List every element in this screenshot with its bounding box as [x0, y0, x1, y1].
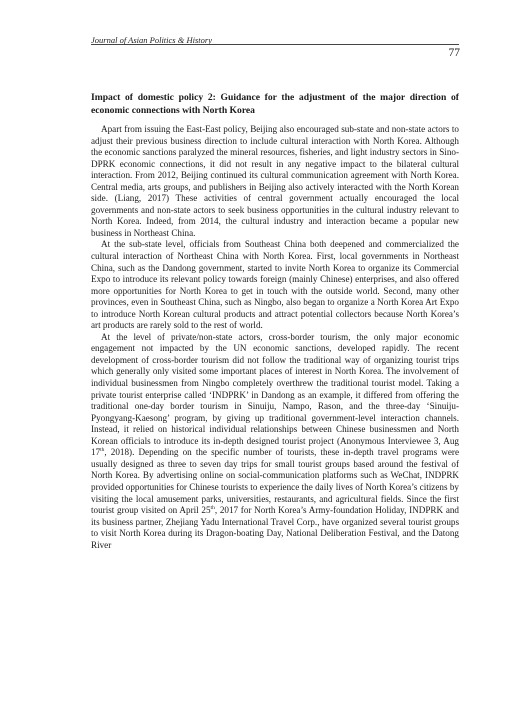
ordinal-superscript: th	[100, 447, 105, 454]
section-heading: Impact of domestic policy 2: Guidance for the adjustment of the major direction of economic connections with North Korea	[91, 92, 459, 116]
paragraph-text-part: , 2017 for North Korea’s Army-foundation Holiday, INDPRK and its business partner, Zhejiang Yadu International Travel Corp., have organized several tourist groups to visit North Korea during its Dragon-boating Day, National Deliberation Festival, and the Datong River	[91, 505, 459, 550]
header-rule	[91, 44, 459, 45]
paragraph-text-part: , 2018). Depending on the specific number of tourists, these in-depth travel programs were usually designed as three to seven day trips for small tourist groups based around the festival of North Korea. By advertising online on social-communication platforms such as WeChat, INDPRK provided opportunities for Chinese tourists to experience the daily lives of North Korea’s citizens by visiting the local amusement parks, universities, restaurants, and agricultural fields. Since the first tourist group visited on April 25	[91, 447, 459, 516]
paragraph-cross-border-tourism	[91, 332, 459, 551]
paragraph-cultural-interaction: Apart from issuing the East-East policy, Beijing also encouraged sub-state and non-state actors to adjust their previous business direction to include cultural interaction with North Korea. Although the economic sanctions paralyzed the mineral resources, fisheries, and light industry sectors in Sino-DPRK economic connections, it did not result in any negative impact to the bilateral cultural interaction. From 2012, Beijing continued its cultural communication agreement with North Korea. Central media, arts groups, and publishers in Beijing also actively interacted with the North Korean side. (Liang, 2017) These activities of central government actually encouraged the local governments and non-state actors to seek business opportunities in the cultural industry relevant to North Korea. Indeed, from 2014, the cultural industry and interaction became a popular new business in Northeast China.	[91, 124, 459, 238]
page-number: 77	[448, 47, 460, 59]
article-body	[91, 124, 459, 551]
ordinal-superscript: th	[210, 505, 215, 511]
running-head-journal-title: Journal of Asian Politics & History	[91, 35, 212, 45]
paragraph-sub-state-level: At the sub-state level, officials from Southeast China both deepened and commercialized the cultural interaction of Northeast China with North Korea. First, local governments in Northeast China, such as the Dandong government, started to invite North Korea to organize its Commercial Expo to introduce its relevant policy towards foreign (mainly Chinese) enterprises, and also offered more opportunities for North Korea to get in touch with the outside world. Second, many other provinces, even in Southeast China, such as Ningbo, also began to organize a North Korea Art Expo to introduce North Korean cultural products and attract potential collectors because North Korea’s art products are rarely sold to the rest of world.	[91, 239, 459, 331]
paragraph-text-part: At the level of private/non-state actors, cross-border tourism, the only major economic engagement not impacted by the UN economic sanctions, developed rapidly. The recent development of cross-border tourism did not follow the traditional way of organizing tourist trips which generally only visited some important places of interest in North Korea. The involvement of individual businessmen from Ningbo completely overthrew the traditional tourist model. Taking a private tourist enterprise called ‘INDPRK’ in Dandong as an example, it differed from offering the traditional one-day border tourism in Sinuiju, Nampo, Rason, and the three-day ‘Sinuiju-Pyongyang-Kaesong’ program, by giving up traditional government-level interaction channels. Instead, it relied on historical individual relationships between Chinese businessmen and North Korean officials to introduce its in-depth designed tourist project (Anonymous Interviewee 3, Aug 17	[91, 331, 459, 458]
